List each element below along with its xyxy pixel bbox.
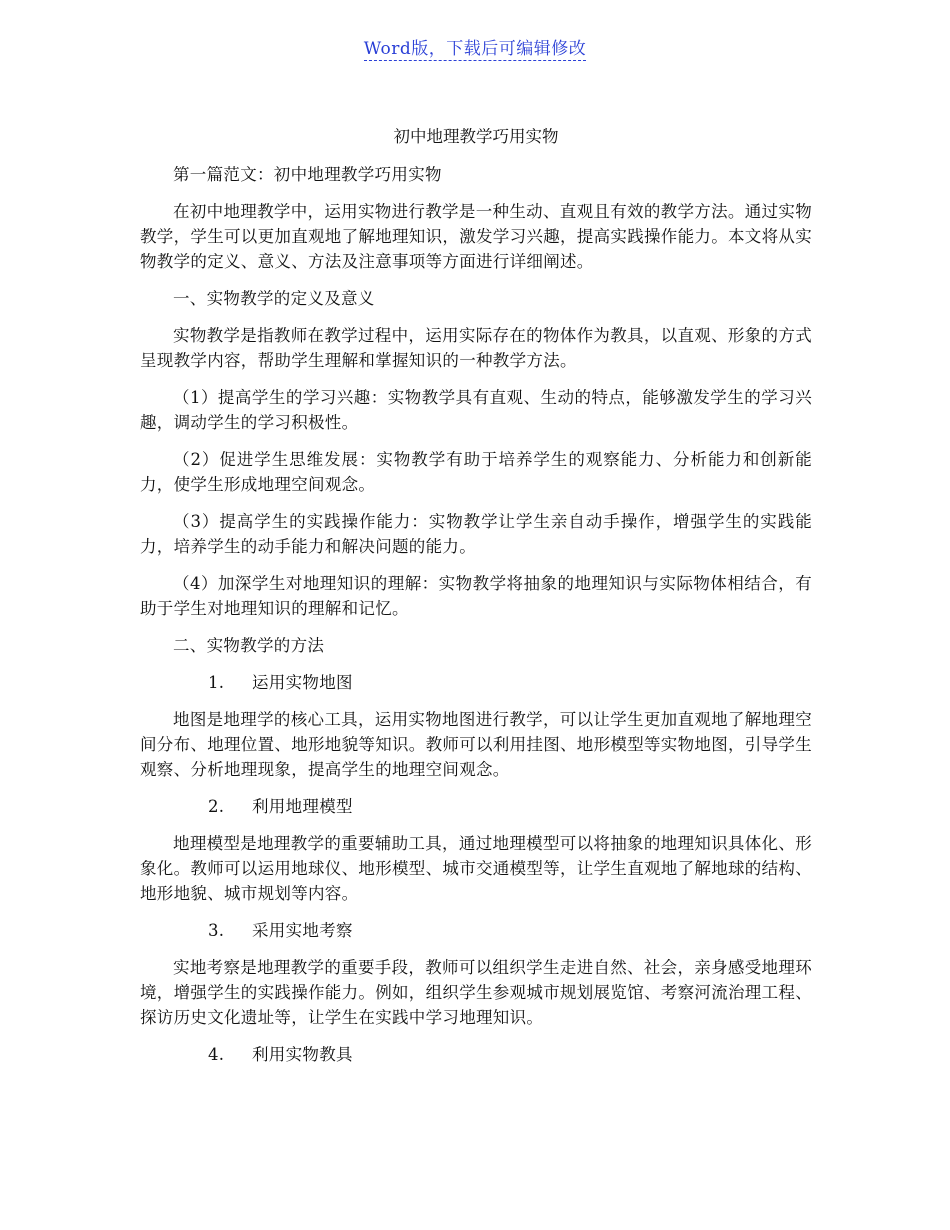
section-heading-definition: 一、实物教学的定义及意义 xyxy=(173,289,375,308)
header-download-link-container xyxy=(0,37,950,61)
paragraph-point-4: （4）加深学生对地理知识的理解：实物教学将抽象的地理知识与实际物体相结合，有助于学生对地理知识的理解和记忆。 xyxy=(140,574,812,618)
subheading-3-number: 3. xyxy=(208,921,225,940)
paragraph-first-article: 第一篇范文：初中地理教学巧用实物 xyxy=(173,165,442,184)
subheading-2-text: 利用地理模型 xyxy=(252,797,353,816)
paragraph-definition: 实物教学是指教师在教学过程中，运用实际存在的物体作为教具，以直观、形象的方式呈现教学内容，帮助学生理解和掌握知识的一种教学方法。 xyxy=(140,326,812,370)
subheading-3 xyxy=(140,918,812,943)
subheading-4 xyxy=(140,1042,812,1067)
paragraph-point-3: （3）提高学生的实践操作能力：实物教学让学生亲自动手操作，增强学生的实践能力，培养学生的动手能力和解决问题的能力。 xyxy=(140,512,812,556)
subheading-3-text: 采用实地考察 xyxy=(252,921,353,940)
document-page xyxy=(140,125,812,1079)
subheading-1-number: 1. xyxy=(208,673,225,692)
subheading-2 xyxy=(140,794,812,819)
paragraph-field-study: 实地考察是地理教学的重要手段，教师可以组织学生走进自然、社会，亲身感受地理环境，增强学生的实践操作能力。例如，组织学生参观城市规划展览馆、考察河流治理工程、探访历史文化遗址等，让学生在实践中学习地理知识。 xyxy=(140,958,812,1027)
subheading-1 xyxy=(140,670,812,695)
paragraph-point-1: （1）提高学生的学习兴趣：实物教学具有直观、生动的特点，能够激发学生的学习兴趣，调动学生的学习积极性。 xyxy=(140,388,812,432)
paragraph-point-2: （2）促进学生思维发展：实物教学有助于培养学生的观察能力、分析能力和创新能力，使学生形成地理空间观念。 xyxy=(140,450,812,494)
section-heading-methods: 二、实物教学的方法 xyxy=(173,636,325,655)
paragraph-intro: 在初中地理教学中，运用实物进行教学是一种生动、直观且有效的教学方法。通过实物教学，学生可以更加直观地了解地理知识，激发学习兴趣，提高实践操作能力。本文将从实物教学的定义、意义、方法及注意事项等方面进行详细阐述。 xyxy=(140,202,812,271)
subheading-1-text: 运用实物地图 xyxy=(252,673,353,692)
paragraph-maps: 地图是地理学的核心工具，运用实物地图进行教学，可以让学生更加直观地了解地理空间分布、地理位置、地形地貌等知识。教师可以利用挂图、地形模型等实物地图，引导学生观察、分析地理现象，提高学生的地理空间观念。 xyxy=(140,710,812,779)
paragraph-models: 地理模型是地理教学的重要辅助工具，通过地理模型可以将抽象的地理知识具体化、形象化。教师可以运用地球仪、地形模型、城市交通模型等，让学生直观地了解地球的结构、地形地貌、城市规划等内容。 xyxy=(140,834,812,903)
subheading-2-number: 2. xyxy=(208,797,225,816)
subheading-4-number: 4. xyxy=(208,1045,225,1064)
subheading-4-text: 利用实物教具 xyxy=(252,1045,353,1064)
download-edit-link[interactable]: Word版，下载后可编辑修改 xyxy=(363,39,587,59)
document-title: 初中地理教学巧用实物 xyxy=(393,127,559,146)
